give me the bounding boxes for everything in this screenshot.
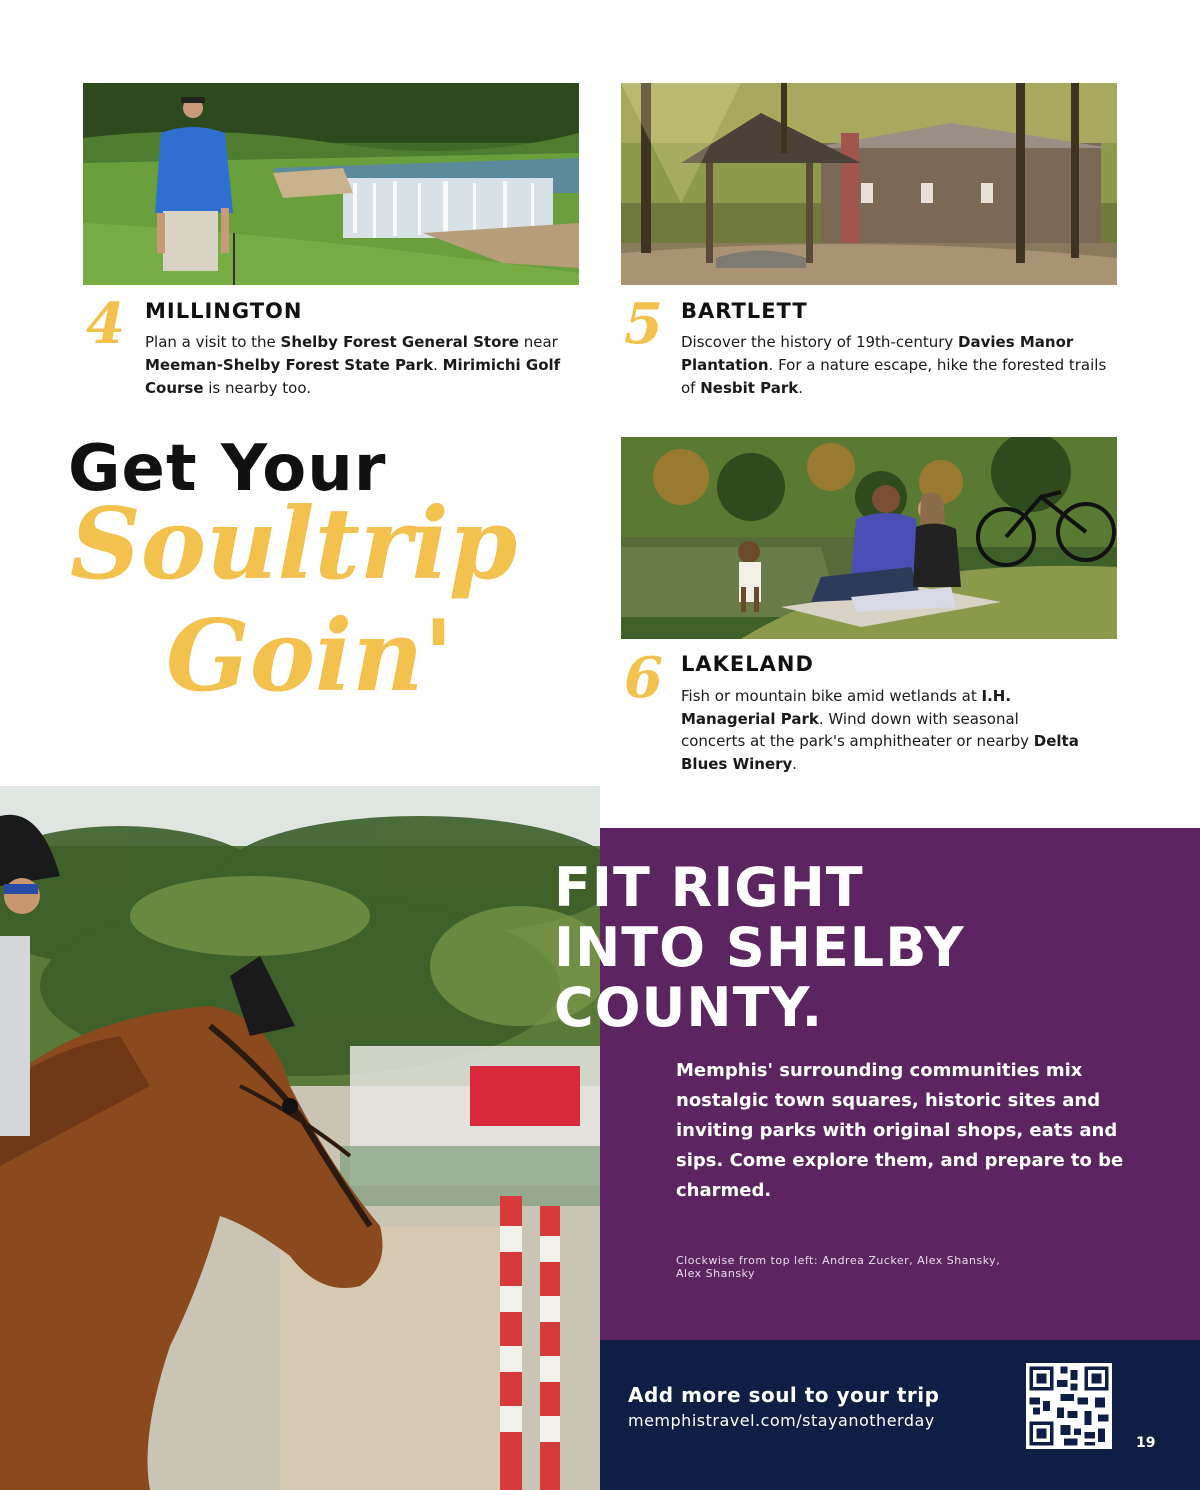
- cta-heading: Add more soul to your trip: [628, 1383, 940, 1407]
- highlighted-place-name: Mirimichi Golf Course: [145, 356, 561, 397]
- town-heading-millington: MILLINGTON: [145, 299, 303, 323]
- millington-description: [145, 331, 580, 400]
- bartlett-photo: [621, 83, 1117, 285]
- photo-credit: Clockwise from top left: Andrea Zucker, Alex Shansky, Alex Shansky: [676, 1254, 1001, 1280]
- description-text: . For a nature escape, hike the forested trails of: [681, 356, 1107, 397]
- highlighted-place-name: Meeman-Shelby Forest State Park: [145, 356, 434, 374]
- highlighted-place-name: I.H. Managerial Park: [681, 687, 1012, 728]
- headline-goin: Goin': [166, 599, 454, 714]
- lakeland-description: [681, 685, 1081, 775]
- town-heading-lakeland: LAKELAND: [681, 652, 814, 676]
- highlighted-place-name: Davies Manor Plantation: [681, 333, 1074, 374]
- bartlett-description: [681, 331, 1116, 400]
- horse-rider-photo: [0, 786, 600, 1490]
- headline-get-your: Get Your: [68, 432, 387, 506]
- description-text: near: [518, 333, 558, 351]
- description-text: .: [433, 356, 443, 374]
- description-text: Plan a visit to the: [145, 333, 281, 351]
- highlighted-place-name: Nesbit Park: [700, 379, 799, 397]
- description-text: Fish or mountain bike amid wetlands at: [681, 687, 982, 705]
- feature-title-line: FIT RIGHT: [554, 856, 864, 919]
- qr-code[interactable]: [1026, 1363, 1112, 1449]
- description-text: is nearby too.: [203, 379, 312, 397]
- page-number: 19: [1136, 1435, 1156, 1451]
- cta-url-link[interactable]: memphistravel.com/stayanotherday: [628, 1411, 935, 1430]
- description-text: . Wind down with seasonal concerts at the park's amphitheater or nearby: [681, 709, 1034, 750]
- highlighted-place-name: Shelby Forest General Store: [280, 333, 519, 351]
- section-number-4: 4: [86, 291, 125, 357]
- highlighted-place-name: Delta Blues Winery: [681, 732, 1079, 773]
- feature-intro: Memphis' surrounding communities mix nostalgic town squares, historic sites and inviting parks with original shops, eats and sips. Come explore them, and prepare to be charmed.: [676, 1060, 1124, 1201]
- headline-soultrip: Soultrip: [70, 487, 518, 602]
- section-number-6: 6: [624, 645, 663, 711]
- section-number-5: 5: [624, 291, 663, 357]
- town-heading-bartlett: BARTLETT: [681, 299, 808, 323]
- feature-title: [554, 858, 965, 1038]
- description-text: Discover the history of 19th-century: [681, 333, 959, 351]
- feature-title-line: COUNTY.: [554, 976, 824, 1039]
- feature-title-line: INTO SHELBY: [554, 916, 965, 979]
- description-text: .: [792, 754, 798, 773]
- description-text: .: [798, 379, 804, 397]
- millington-photo: [83, 83, 579, 285]
- lakeland-photo: [621, 437, 1117, 639]
